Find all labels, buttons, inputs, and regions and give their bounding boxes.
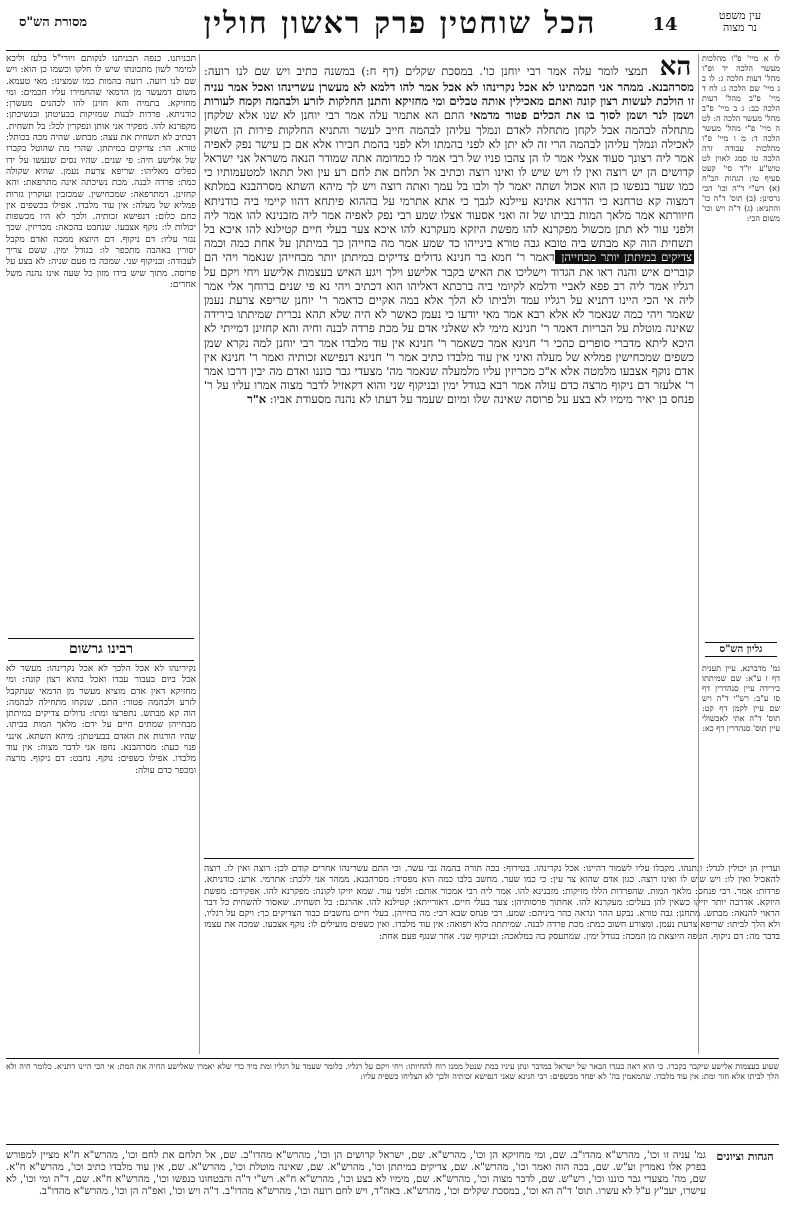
gemara-line: נפק לאפיה אמר ליה רצונך סעוד אצלי אמר לו הן צהבו פניו של רבי אמר לו כמדומה אתה שמודר הנאה משראל אני ישראל קדושים הן יש רוצה ואין לו ויש שיש לו ואינו רוצה וכתיב אל תלחם את לחם רע עין ואל תתאו למטעמותיו כי כמו שער בנפשו כן הוא אכול ושתה יאמר לך ולבו בל עמך ואתה רוצה ויש לך מיהא השתא מסרהבנא במלתא דמצוה קא טרחנא כי הדרנא אתינא עיילנא לגבך כי אתא אתרמי על בההוא פיתחא דהוו קיימי ביה כודניתא חיוורתא אמר מלאך המות בביתו של זה bbox=[204, 136, 694, 222]
opening-word: הא bbox=[647, 54, 692, 82]
gemara-line: לא היכא ליתא מדברי סופרים כהכי ר' חנינא אמר כשאמר ר' חנינא אין עוד מלבדו אמר רבי יוחנן למה נקרא שמן כשפים שמכחישין פמליא של מעלה ואיני אין עוד מלבדו כתיב bbox=[204, 321, 694, 364]
hagahot-title: הגהות וציונים bbox=[716, 1150, 774, 1163]
rashi-rule bbox=[204, 858, 694, 859]
ein-mishpat-label: עין משפט נר מצוה bbox=[718, 9, 762, 34]
ein-mishpat-column: לו א מיי' פ"ו מהלכות מעשר הלכה יד ופ"ו מהל' דעות הלכה ג: לו ב ג מיי' שם הלכה ג: לח ד מיי' פ"ב מהל' דעות הלכה כב: ג ב מיי' פ"ב מהל' מעשר הלכה ה: לט ה מיי' פ"י מהל' מעשר הלכה ד: מ ו מיי' פ"ו מהלכות עבודה זרה הלכה טו סמג לאוין לט טוש"ע יו"ד סי' קעט סעיף טו: הגהות הב"ח (א) רש"י ד"ה וכו' הכי גרסינן: (ב) תוס' ד"ה כו' והתניא: (ג) ד"ה ויש וכו' משום הכי: bbox=[702, 54, 780, 223]
tosafot-column: תכניתנו. כנפה תכניתנו לנקותם ויורי"ל בלעז וליכא למימר לשון מתכונתו שיש לו חלקו וכשמו כן הוא: ויש שם לנו רועה. רועה בהמות כמו שמצינו: מאי טעמא. משום דמעשר מן הדמאי שהחמירו עליו חכמים: ומי מחזיקא. בתמיה והא חזינן להו לכהנים מעשרן: כודניתא. פרדות לבנות שמזיקות בבעיטתן ובנשיכתן: מקפרנא להו. מפקיר אני אותן ונפקרין לכל: בל תשחית. דכתיב לא תשחית את עצה: מבתש. שהיה מכה בכותל: טורא. הר: צדיקים במיתתן. שהרי מת שהוטל בקברו של אלישע חיה: פי שנים. שהיו נסים שנעשו על ידו כפלים מאליהו: שריפא צרעת נעמן. שהיא שקולה כמת: פרדה לבנה. מכת נשיכתה אינה מתרפאת: והא קחזינן. דמתרפאה: שמכחישין. שמכזבין ועוקרין גזרות פמליא של מעלה: אין עוד מלבדו. אפילו בכשפים אין כחם כלום: דנפישא זכותיה. ולכך לא היו מכשפות יכולות לו: נוקף אצבעו. שנחבט בהכאה: מכריזין. שכך נגזר עליו: דם ניקוף. דם היוצא ממכה ואדם מקבל יסורין באהבה מתכפר לו: בגודל ימין. ששם צריך לעבודה: ובניקוף שני. שמכה בו פעם שניה: לא בצע על פרוסה. מתוך שיש בידו מזון כל שעה אינו נהנה משל אחרים: bbox=[6, 54, 196, 290]
page-title: הכל שוחטין פרק ראשון חולין bbox=[203, 6, 597, 41]
column-divider bbox=[698, 54, 699, 1054]
rabbeinu-gershom-title: רבינו גרשום bbox=[8, 638, 194, 661]
hagahot-text: גמ' עניה זו וכו', מהרש"א מהדו"ב. שם, ומי מחזיקא הן וכו', מהרש"א. שם, ישראל קדושים הן וכו', מהרש"א מהדו"ב. שם, אל תלחם את לחם וכו', מהרש"א ח"א מציין למפורש בפרק אלו נאמרין וע"ש. שם, בכה הוה ואמר וכו', מהרש"א. שם, צדיקים במיתתן וכו', מהרש"א. שם, שאינה מוטלת וכו', מהרש"א. שם, אין עוד מלבדו כתיב וכו', מהרש"א ח"א. שם, מה' מצעדי גבר כוננו וכו', רש"ש. שם, לדבר מצוה וכו', מהרש"א. שם, מימיו לא בצע וכו', מהרש"א ח"א. רש"י ד"ה והבטחונו בנפשו וכו', מהרש"א ח"א. שם, ד"ה ומי וכו', לא עישרו, יעב"ץ ע"ל לא עשרו. תוס' ד"ה הא וכו', במסכת שקלים וכו', מהרש"א. באה"ד, ויש לחם רועה וכו', מהרש"א מהדו"ב. ד"ה ויש וכו', ואפ"ה הן וכו', מהרש"א מהדו"ב. bbox=[6, 1150, 706, 1197]
gemara-line: מסרהבנא. ממהר אני חכמתינו לא אכל נקרינהו לא אכל אמר להו דלמא לא מעשרן עשרינהו ואכל אמר עניה זו הולכת לעשות רצון קונה ואתם מאכילין אותה טבלים ומי מחזיקא והתנן החלקות לזרע ולבהמה וקמח לעורות ושמן לנר ושמן לסוך בו את הכלים פטור מדמאי bbox=[204, 80, 694, 123]
gemara-line: ואני אסעוד אצלו שמע רבי נפק לאפיה אמר ליה מזבנינא להו אמר ליה ולפני עור לא תתן מכשול מפקרנא להו מפשת היזקא מעקרנא להו איכא צער בעלי חיים קטילנא להו איכא בל תשחית הוה קא מבתש ביה טובא גבה טורא בינייהו כד שמע אמר מה בחייהן כך במיתתן על אחת כמה וכמה bbox=[204, 207, 694, 251]
rashi-commentary: ועדיין הן יכולין לגדל: ונתנהו. מקבלו עליו לשמור דהיינו: אכל נקרינהו. בטירוף: בכה תורה בהמה גבי עשר. וכי התם עשרינהו אחרים קודם לכן: רוצה ואין לו. רוצה להאכיל ואין לו: ויש שיש לו ואינו רוצה. כגון אדם שהוא צר עין: כי כמו שער. מחשב בלבו כמה הוא מפסיד: מסרהבנא. ממהר אני ללכת: אתרמי. ארע: כודניתא. פרדות: אמר. רבי פנחס: מלאך המות. שהפרדות הללו מזיקות: מזבנינא להו. אמר ליה רבי אמכור אותם: ולפני עור. שמא יזיקו לקונה: מפקרנא להו. אפקירם: מפשת היזקא. אדרבה יותר יזיקו כשאין להן בעלים: מעקרנא להו. אחתוך פרסותיהן: צער בעלי חיים. דאורייתא: קטילנא להו. אהרגם: בל תשחית. שאסור להשחית כל דבר הראוי להנאה: מבתש. מתחנן: גבה טורא. נבקע ההר ונראה כהר ביניהם: שמע. רבי פנחס שבא רבי: מה בחייהן. בעלי חיים נחשבים כבוד הצדיקים כך: ויקם על רגליו. ולא הלך לביתו: שריפא צרעת נעמן. ומצורע חשוב כמת: מכת פרדה לבנה. שמיתתה בלא רפואה: אין עוד מלבדו. ואין כשפים מועילים לו: נוקף אצבעו. שמכה את עצמו בדבר מה: דם ניקוף. הטפה היוצאת מן המכה: בגודל ימין. שמתעסק בה במלאכה: ובניקוף שני. אחר שנגף פעם אחת: bbox=[204, 864, 780, 942]
end-mark: א"ר bbox=[247, 392, 267, 407]
hagahot-rule bbox=[6, 1144, 779, 1145]
footer-commentary: שעוע בעצמות אלישע שיקבר בקברו. כי הוא ראה כנגדו הבאר של ישראל במדבר ונתן עיניו במת שנטל ממנו רוח להחיותו: ויחי ויקם על רגליו. כלומר שעמד על רגליו ומת מיד כדי שלא יאמרו שאלישע החיה את המת: אי הכי היינו דתניא. כלומר חיה ולא הלך לביתו אלא חזר ומת: אין עוד מלבדו. שהמאמין בה' לא יפחד מכשפים: רבי חנינא שאני דנפישא זכותיה ולכך לא הצליחו כשפיה עליו: bbox=[6, 1062, 780, 1081]
gemara-text bbox=[204, 54, 694, 859]
gilyon-hashas-title: גליון הש"ס bbox=[705, 642, 777, 657]
gemara-line: אמר ר' חנינא דנפישא זכותיה ואמר ר' חנינא אין אדם נוקף אצבעו מלמטה אלא א"כ מכריזין עליו מלמעלה שנאמר מה' מצעדי גבר כוננו ואדם מה יבין דרכו אמר ר' אלעזר דם ניקוף מרצה כדם עולה אמר רבא בגודל ימין ובניקוף שני והוא דקאזיל לדבר מצוה אמרו עליו על ר' פנחס בן יאיר מימיו לא בצע על פרוסה שאינה שלו ומיום שעמד על דעתו לא נהנה מסעודת אביו: bbox=[204, 349, 694, 407]
page-number: 14 bbox=[652, 14, 678, 35]
rabbeinu-gershom-text: נקירינהו לא אכל הלכך לא אכל נקרינהו: מעשר לא אכל ביום בעבור עבדו ואכל בהוא רצון קונה: ומי מחזיקא דאין אדם מוציא מעשר מן הדמאי שנתקבל לזרע ולבהמה פטור: התם. שנקחו מתחילה לבהמה: הוה קא מבתש. נתפרצו ומתו: גדולים צדיקים במיתתן מבחייהן שמתים חיים על ידם: מלאך המות בביתו. שהיו הורגות את האדם בבעיטתן: מיהא השתא. אינני פנוי כעת: מסרהבנא. נחפז אני לדבר מצוה: אין עוד מלבדו. אפילו כשפים: נוקף. נחבט: דם ניקוף. מרצה ומכפר כדם עולה: bbox=[6, 664, 196, 776]
header-rule bbox=[6, 50, 779, 51]
gilyon-hashas-text: גמ' מדברנא. עיין תענית דף ז ע"א: שם שמיתתו בירידה עיין סנהדרין דף סז ע"ב: רש"י ד"ה ויש שם עיין לקמן דף קט: תוס' ד"ה אתי לאכשולי עיין תוס' סנהדרין דף כא: bbox=[702, 664, 780, 733]
gemara-line: תמצי לומר עלה אמר רבי יוחנן כו'. במסכת שקלים (דף ח:) במשנה כתיב ויש שם לנו רועה: bbox=[204, 64, 648, 78]
highlighted-phrase[interactable]: צדיקים במיתתן יותר מבחייהן bbox=[556, 250, 692, 265]
column-divider bbox=[199, 54, 200, 1054]
gemara-line: התם הא אתמר עלה אמר רבי יוחנן לא שנו אלא שלקחן מתחלה לבהמה אבל לקחן מתחלה לאדם ונמלך עליהן לבהמה חייב לעשר והתניא החלקות פירות הן השוק לאכילה ונמלך עליהן לבהמה הרי זה לא יתן לא לפני בהמתו ולא לפני בהמת חבירו אלא אם כן עישר bbox=[204, 108, 694, 151]
gemara-line: אלא במה אקיים כדאמר ר' יוחנן שריפא צרעת נעמן שאמר ויהי כמה שנאמר לא אלא רבא אמר מאי יודעו כי נעמן כאשר לא היה שלא תהא נכרית שמיתתו בירידה שאינה מוטלת על הבריות דאמר ר' חנינא מימי לא שאלני אדם על מכת פרדה לבנה וחיה והא קחזינן דמייתי bbox=[204, 293, 694, 336]
footer-rule bbox=[6, 1058, 779, 1059]
masoret-hashas-label: מסורת הש"ס bbox=[18, 15, 88, 30]
gemara-line: דאמר ר' חמא בר חנינא גדולים צדיקים במיתתן יותר מבחייהן שנאמר ויהי הם קוברים איש והנה ראו את הגדוד וישליכו את האיש בקבר אלישע וילך ויגע האיש בעצמות אלישע ויחי ויקם על רגליו אמר ליה רב פפא לאביי ודלמא לקיומי ביה ברכתא דאליהו הוא דכתיב ויהי נא פי שנים ברוחך אלי אמר ליה אי הכי היינו דתניא על רגליו עמד ולביתו לא הלך bbox=[204, 250, 694, 308]
